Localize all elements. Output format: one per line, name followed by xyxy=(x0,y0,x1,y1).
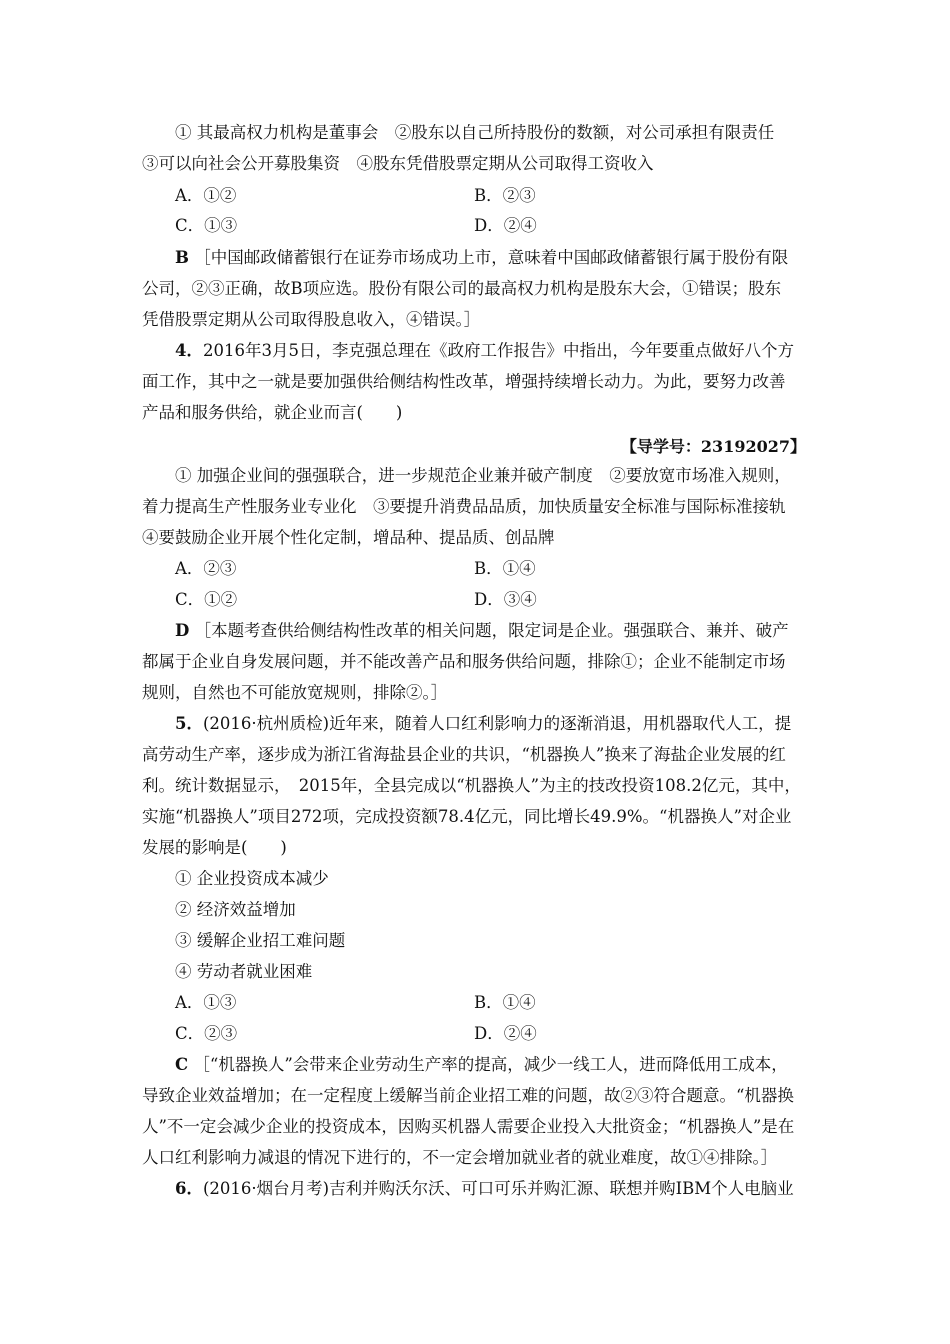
q3-answer-letter: B xyxy=(175,248,189,267)
q4-option-b: B．①④ xyxy=(474,559,536,578)
q4-stem-line: 产品和服务供给，就企业而言( ) xyxy=(142,403,403,422)
q3-option-c: C．①③ xyxy=(175,216,238,235)
q5-statement-item: ③ 缓解企业招工难问题 xyxy=(175,931,346,950)
q5-statement-item: ② 经济效益增加 xyxy=(175,900,296,919)
q5-answer-letter: C xyxy=(175,1055,189,1074)
q4-guide-number: 【导学号：23192027】 xyxy=(620,437,806,456)
q4-statement-line: 着力提高生产性服务业专业化 ③要提升消费品品质，加快质量安全标准与国际标准接轨 xyxy=(142,497,786,516)
q5-stem-line: 发展的影响是( ) xyxy=(142,838,287,857)
q4-stem-text: 2016年3月5日，李克强总理在《政府工作报告》中指出，今年要重点做好八个方 xyxy=(202,341,794,360)
q4-statement-line: ① 加强企业间的强强联合，进一步规范企业兼并破产制度 ②要放宽市场准入规则， xyxy=(175,466,791,485)
q5-answer-line: 人口红利影响力减退的情况下进行的，不一定会增加就业者的就业难度，故①④排除。］ xyxy=(142,1148,778,1167)
q5-answer-line: 人”不一定会减少企业的投资成本，因购买机器人需要企业投入大批资金；“机器换人”是在 xyxy=(142,1117,795,1136)
q5-option-c: C．②③ xyxy=(175,1024,238,1043)
q4-option-a: A．②③ xyxy=(175,559,237,578)
q5-answer-text: ［“机器换人”会带来企业劳动生产率的提高，减少一线工人，进而降低用工成本， xyxy=(193,1055,788,1074)
q6-stem-line xyxy=(175,1179,794,1199)
q5-option-d: D．②④ xyxy=(474,1024,537,1043)
q4-number: 4． xyxy=(175,341,203,360)
q3-answer-text: ［中国邮政储蓄银行在证券市场成功上市，意味着中国邮政储蓄银行属于股份有限 xyxy=(194,248,789,267)
q5-number: 5． xyxy=(175,714,203,733)
q4-answer-line xyxy=(175,621,789,641)
q3-answer-line: 凭借股票定期从公司取得股息收入，④错误。］ xyxy=(142,310,481,329)
q5-stem-line: 实施“机器换人”项目272项，完成投资额78.4亿元，同比增长49.9%。“机器换人”对企业 xyxy=(142,807,792,826)
q4-stem-line: 面工作，其中之一就是要加强供给侧结构性改革，增强持续增长动力。为此，要努力改善 xyxy=(142,372,786,391)
q5-stem-line xyxy=(175,714,791,734)
q5-stem-text: (2016·杭州质检)近年来，随着人口红利影响力的逐渐消退，用机器取代人工，提 xyxy=(202,714,792,733)
q5-answer-line: 导致企业效益增加；在一定程度上缓解当前企业招工难的问题，故②③符合题意。“机器换 xyxy=(142,1086,794,1105)
q3-option-b: B．②③ xyxy=(474,186,536,205)
q3-answer-line xyxy=(175,248,788,268)
q4-option-d: D．③④ xyxy=(474,590,537,609)
q4-answer-line: 都属于企业自身发展问题，并不能改善产品和服务供给问题，排除①；企业不能制定市场 xyxy=(142,652,786,671)
q3-statement-line: ① 其最高权力机构是董事会 ②股东以自己所持股份的数额，对公司承担有限责任 xyxy=(175,123,775,142)
q5-stem-line: 利。统计数据显示， 2015年，全县完成以“机器换人”为主的技改投资108.2亿元，其中， xyxy=(142,776,801,795)
q3-option-a: A．①② xyxy=(175,186,237,205)
q4-answer-text: ［本题考查供给侧结构性改革的相关问题，限定词是企业。强强联合、兼并、破产 xyxy=(194,621,789,640)
q4-answer-letter: D xyxy=(175,621,190,640)
q3-option-d: D．②④ xyxy=(474,216,537,235)
q5-statement-item: ④ 劳动者就业困难 xyxy=(175,962,313,981)
q5-answer-line xyxy=(175,1055,788,1075)
q5-option-b: B．①④ xyxy=(474,993,536,1012)
q3-statement-line: ③可以向社会公开募股集资 ④股东凭借股票定期从公司取得工资收入 xyxy=(142,154,654,173)
q4-answer-line: 规则，自然也不可能放宽规则，排除②。］ xyxy=(142,683,448,702)
q5-statement-item: ① 企业投资成本减少 xyxy=(175,869,329,888)
q3-answer-line: 公司，②③正确，故B项应选。股份有限公司的最高权力机构是股东大会，①错误；股东 xyxy=(142,279,782,298)
q4-option-c: C．①② xyxy=(175,590,238,609)
q5-option-a: A．①③ xyxy=(175,993,237,1012)
q4-stem-line xyxy=(175,341,794,361)
q4-statement-line: ④要鼓励企业开展个性化定制，增品种、提品质、创品牌 xyxy=(142,528,555,547)
q6-stem-text: (2016·烟台月考)吉利并购沃尔沃、可口可乐并购汇源、联想并购IBM个人电脑业 xyxy=(202,1179,794,1198)
q5-stem-line: 高劳动生产率，逐步成为浙江省海盐县企业的共识，“机器换人”换来了海盐企业发展的红 xyxy=(142,745,786,764)
q6-number: 6． xyxy=(175,1179,203,1198)
